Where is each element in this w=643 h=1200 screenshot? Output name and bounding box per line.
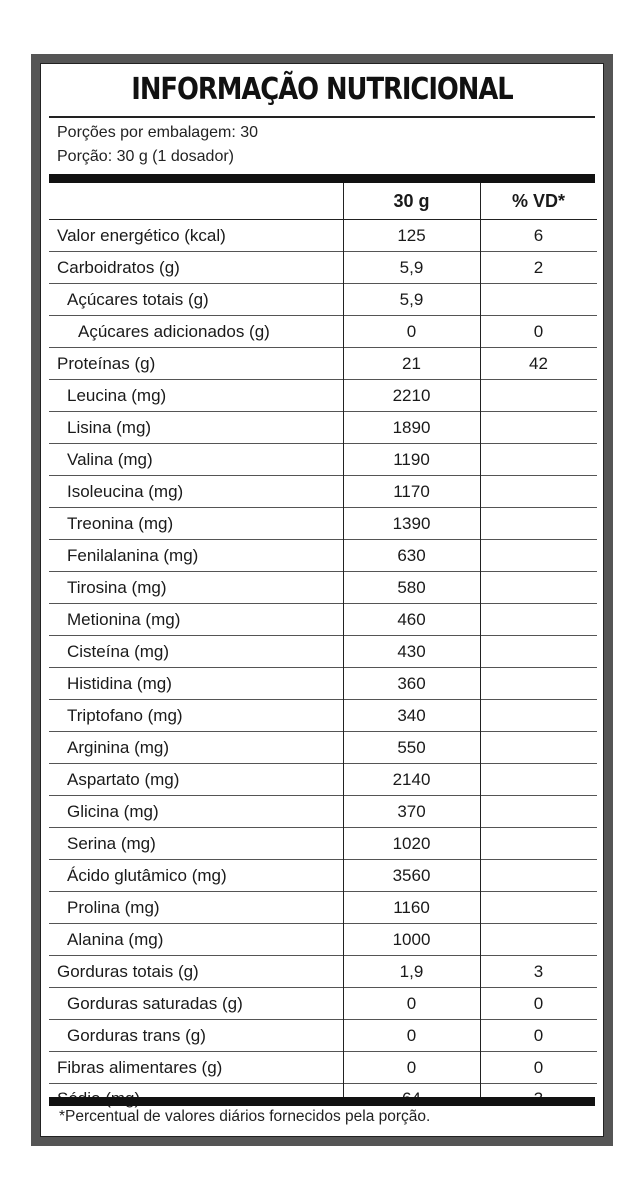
- nutrient-name: Lisina (mg): [49, 412, 343, 444]
- nutrient-name: Histidina (mg): [49, 668, 343, 700]
- table-row: [49, 668, 597, 700]
- nutrient-amount: 1,9: [343, 956, 480, 988]
- nutrient-dv: 0: [480, 1052, 597, 1084]
- nutrition-table: [49, 183, 597, 1114]
- nutrient-name: Açúcares totais (g): [49, 284, 343, 316]
- nutrient-amount: 0: [343, 1020, 480, 1052]
- nutrient-name: Isoleucina (mg): [49, 476, 343, 508]
- nutrient-amount: 360: [343, 668, 480, 700]
- nutrient-amount: 3560: [343, 860, 480, 892]
- nutrient-amount: 340: [343, 700, 480, 732]
- nutrient-dv: [480, 764, 597, 796]
- nutrient-dv: [480, 508, 597, 540]
- nutrient-dv: 2: [480, 252, 597, 284]
- nutrient-header: [49, 183, 343, 220]
- nutrient-name: Valor energético (kcal): [49, 220, 343, 252]
- nutrient-name: Gorduras totais (g): [49, 956, 343, 988]
- dv-header: % VD*: [480, 183, 597, 220]
- nutrient-dv: [480, 444, 597, 476]
- table-row: [49, 348, 597, 380]
- nutrient-dv: [480, 924, 597, 956]
- nutrient-amount: 1020: [343, 828, 480, 860]
- bottom-thick-rule: [49, 1097, 595, 1106]
- nutrient-name: Treonina (mg): [49, 508, 343, 540]
- nutrient-dv: [480, 732, 597, 764]
- label-frame: [31, 54, 613, 1146]
- serving-size: Porção: 30 g (1 dosador): [57, 148, 234, 165]
- nutrient-dv: [480, 572, 597, 604]
- nutrient-amount: 1000: [343, 924, 480, 956]
- table-row: [49, 1020, 597, 1052]
- nutrient-dv: [480, 668, 597, 700]
- nutrient-name: Alanina (mg): [49, 924, 343, 956]
- nutrient-dv: [480, 860, 597, 892]
- nutrient-amount: 0: [343, 316, 480, 348]
- nutrient-dv: [480, 476, 597, 508]
- nutrient-name: Gorduras saturadas (g): [49, 988, 343, 1020]
- nutrient-amount: 1170: [343, 476, 480, 508]
- table-row: [49, 540, 597, 572]
- servings-per-package: Porções por embalagem: 30: [57, 124, 258, 141]
- table-row: [49, 380, 597, 412]
- nutrient-amount: 1160: [343, 892, 480, 924]
- nutrient-name: Leucina (mg): [49, 380, 343, 412]
- nutrient-dv: 6: [480, 220, 597, 252]
- nutrient-amount: 0: [343, 1052, 480, 1084]
- nutrient-name: Açúcares adicionados (g): [49, 316, 343, 348]
- table-row: [49, 412, 597, 444]
- nutrient-amount: 125: [343, 220, 480, 252]
- nutrient-amount: 580: [343, 572, 480, 604]
- table-row: [49, 1052, 597, 1084]
- table-row: [49, 572, 597, 604]
- top-thick-rule: [49, 174, 595, 183]
- nutrient-name: Metionina (mg): [49, 604, 343, 636]
- table-row: [49, 956, 597, 988]
- nutrient-amount: 550: [343, 732, 480, 764]
- nutrient-dv: [480, 540, 597, 572]
- nutrient-amount: 630: [343, 540, 480, 572]
- nutrient-dv: [480, 892, 597, 924]
- table-row: [49, 828, 597, 860]
- nutrient-amount: 370: [343, 796, 480, 828]
- nutrient-dv: [480, 636, 597, 668]
- table-row: [49, 764, 597, 796]
- table-row: [49, 860, 597, 892]
- table-row: [49, 444, 597, 476]
- nutrient-amount: 2140: [343, 764, 480, 796]
- title-rule: [49, 116, 595, 118]
- nutrient-amount: 460: [343, 604, 480, 636]
- table-row: [49, 284, 597, 316]
- nutrient-name: Ácido glutâmico (mg): [49, 860, 343, 892]
- nutrient-name: Fenilalanina (mg): [49, 540, 343, 572]
- nutrient-name: Aspartato (mg): [49, 764, 343, 796]
- table-row: [49, 508, 597, 540]
- label-title: INFORMAÇÃO NUTRICIONAL: [131, 72, 513, 107]
- nutrient-dv: [480, 380, 597, 412]
- nutrient-amount: 2210: [343, 380, 480, 412]
- column-divider: [343, 183, 344, 1097]
- nutrient-dv: [480, 796, 597, 828]
- nutrient-name: Proteínas (g): [49, 348, 343, 380]
- nutrient-dv: [480, 700, 597, 732]
- table-row: [49, 892, 597, 924]
- table-row: [49, 796, 597, 828]
- nutrient-amount: 21: [343, 348, 480, 380]
- nutrient-name: Arginina (mg): [49, 732, 343, 764]
- nutrient-dv: [480, 412, 597, 444]
- nutrient-amount: 1190: [343, 444, 480, 476]
- nutrient-amount: 0: [343, 988, 480, 1020]
- nutrient-amount: 5,9: [343, 252, 480, 284]
- nutrient-dv: 3: [480, 956, 597, 988]
- nutrient-amount: 1890: [343, 412, 480, 444]
- nutrient-amount: 5,9: [343, 284, 480, 316]
- footnote: *Percentual de valores diários fornecidos pela porção.: [59, 1108, 431, 1125]
- nutrient-dv: 42: [480, 348, 597, 380]
- nutrient-dv: 0: [480, 1020, 597, 1052]
- table-row: [49, 988, 597, 1020]
- nutrient-name: Triptofano (mg): [49, 700, 343, 732]
- nutrient-dv: [480, 604, 597, 636]
- nutrient-dv: [480, 284, 597, 316]
- nutrient-name: Carboidratos (g): [49, 252, 343, 284]
- table-row: [49, 220, 597, 252]
- nutrient-amount: 430: [343, 636, 480, 668]
- table-row: [49, 700, 597, 732]
- table-row: [49, 732, 597, 764]
- table-row: [49, 316, 597, 348]
- nutrient-dv: [480, 828, 597, 860]
- nutrient-name: Glicina (mg): [49, 796, 343, 828]
- table-row: [49, 636, 597, 668]
- column-divider: [480, 183, 481, 1097]
- nutrient-name: Valina (mg): [49, 444, 343, 476]
- nutrient-name: Gorduras trans (g): [49, 1020, 343, 1052]
- nutrient-name: Tirosina (mg): [49, 572, 343, 604]
- nutrition-label: [40, 63, 604, 1137]
- amount-header: 30 g: [343, 183, 480, 220]
- nutrient-name: Cisteína (mg): [49, 636, 343, 668]
- nutrient-amount: 1390: [343, 508, 480, 540]
- table-row: [49, 924, 597, 956]
- table-header-row: [49, 183, 597, 220]
- nutrient-dv: 0: [480, 316, 597, 348]
- table-row: [49, 476, 597, 508]
- nutrient-name: Fibras alimentares (g): [49, 1052, 343, 1084]
- nutrient-dv: 0: [480, 988, 597, 1020]
- nutrient-name: Serina (mg): [49, 828, 343, 860]
- nutrient-name: Prolina (mg): [49, 892, 343, 924]
- table-row: [49, 252, 597, 284]
- table-row: [49, 604, 597, 636]
